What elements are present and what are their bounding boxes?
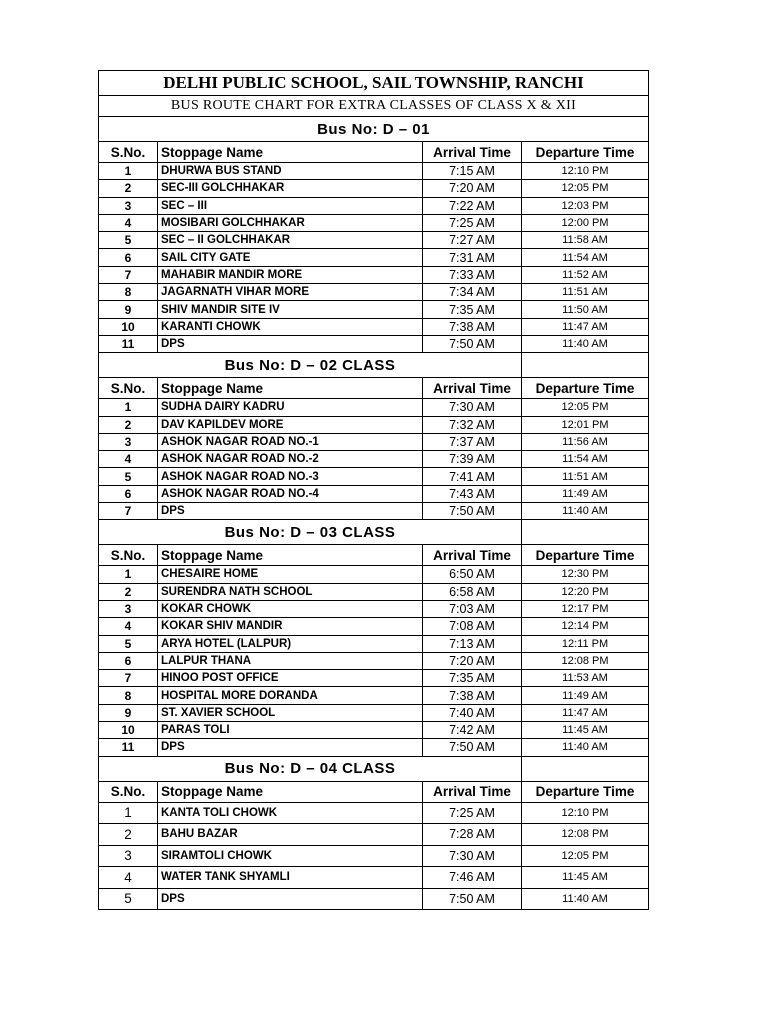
column-header-row <box>99 142 649 163</box>
table-row <box>99 739 649 756</box>
stoppage-name: KOKAR CHOWK <box>158 600 423 617</box>
arrival-time: 7:27 AM <box>423 232 522 249</box>
stoppage-name: DAV KAPILDEV MORE <box>158 416 423 433</box>
table-row <box>99 802 649 824</box>
arrival-time: 7:28 AM <box>423 824 522 846</box>
table-row <box>99 652 649 669</box>
stop-number: 11 <box>99 739 158 756</box>
table-row <box>99 845 649 867</box>
stoppage-name: HINOO POST OFFICE <box>158 670 423 687</box>
stoppage-header: Stoppage Name <box>158 545 423 566</box>
stoppage-name: ST. XAVIER SCHOOL <box>158 704 423 721</box>
table-row <box>99 416 649 433</box>
table-row <box>99 635 649 652</box>
school-title: DELHI PUBLIC SCHOOL, SAIL TOWNSHIP, RANCHI <box>99 71 649 96</box>
arrival-time: 7:39 AM <box>423 451 522 468</box>
arrival-time: 7:38 AM <box>423 318 522 335</box>
stop-number: 3 <box>99 197 158 214</box>
arrival-time: 7:50 AM <box>423 888 522 910</box>
stoppage-header: Stoppage Name <box>158 378 423 399</box>
arrival-time: 7:20 AM <box>423 180 522 197</box>
stop-number: 6 <box>99 249 158 266</box>
departure-time: 12:11 PM <box>522 635 649 652</box>
table-row <box>99 399 649 416</box>
arrival-time: 7:13 AM <box>423 635 522 652</box>
bus-title-blank <box>522 520 649 545</box>
departure-time: 11:47 AM <box>522 704 649 721</box>
departure-time: 11:40 AM <box>522 503 649 520</box>
stoppage-name: PARAS TOLI <box>158 722 423 739</box>
arrival-time: 7:25 AM <box>423 802 522 824</box>
table-row <box>99 583 649 600</box>
stoppage-name: SIRAMTOLI CHOWK <box>158 845 423 867</box>
stop-number: 4 <box>99 618 158 635</box>
stop-number: 7 <box>99 670 158 687</box>
departure-time: 11:56 AM <box>522 433 649 450</box>
departure-time: 12:10 PM <box>522 163 649 180</box>
stop-number: 8 <box>99 687 158 704</box>
arrival-time: 7:50 AM <box>423 503 522 520</box>
departure-time: 12:05 PM <box>522 845 649 867</box>
stoppage-name: KANTA TOLI CHOWK <box>158 802 423 824</box>
chart-subtitle: BUS ROUTE CHART FOR EXTRA CLASSES OF CLASS X & XII <box>99 96 649 117</box>
departure-time: 12:05 PM <box>522 180 649 197</box>
stop-number: 1 <box>99 802 158 824</box>
bus-route-chart <box>98 70 648 910</box>
stoppage-name: ASHOK NAGAR ROAD NO.-4 <box>158 485 423 502</box>
table-row <box>99 318 649 335</box>
stoppage-name: SAIL CITY GATE <box>158 249 423 266</box>
table-row <box>99 433 649 450</box>
stop-number: 3 <box>99 845 158 867</box>
stop-number: 1 <box>99 566 158 583</box>
table-row <box>99 600 649 617</box>
sno-header: S.No. <box>99 378 158 399</box>
departure-header: Departure Time <box>522 781 649 802</box>
arrival-time: 6:50 AM <box>423 566 522 583</box>
stoppage-name: KARANTI CHOWK <box>158 318 423 335</box>
arrival-time: 7:38 AM <box>423 687 522 704</box>
stop-number: 5 <box>99 232 158 249</box>
stop-number: 2 <box>99 180 158 197</box>
stoppage-name: SURENDRA NATH SCHOOL <box>158 583 423 600</box>
arrival-time: 7:46 AM <box>423 867 522 889</box>
stop-number: 4 <box>99 867 158 889</box>
stop-number: 7 <box>99 503 158 520</box>
stoppage-name: ASHOK NAGAR ROAD NO.-2 <box>158 451 423 468</box>
departure-time: 11:49 AM <box>522 687 649 704</box>
departure-time: 11:49 AM <box>522 485 649 502</box>
stop-number: 8 <box>99 284 158 301</box>
departure-time: 11:51 AM <box>522 468 649 485</box>
stop-number: 4 <box>99 214 158 231</box>
table-row <box>99 180 649 197</box>
departure-time: 11:53 AM <box>522 670 649 687</box>
arrival-time: 7:50 AM <box>423 335 522 352</box>
arrival-time: 7:22 AM <box>423 197 522 214</box>
bus-title-blank <box>522 353 649 378</box>
stop-number: 2 <box>99 583 158 600</box>
table-row <box>99 232 649 249</box>
stop-number: 7 <box>99 266 158 283</box>
stoppage-name: DPS <box>158 503 423 520</box>
arrival-header: Arrival Time <box>423 545 522 566</box>
arrival-time: 7:03 AM <box>423 600 522 617</box>
stoppage-name: LALPUR THANA <box>158 652 423 669</box>
departure-time: 11:40 AM <box>522 739 649 756</box>
table-row <box>99 163 649 180</box>
table-row <box>99 503 649 520</box>
departure-header: Departure Time <box>522 378 649 399</box>
arrival-time: 7:25 AM <box>423 214 522 231</box>
table-row <box>99 485 649 502</box>
arrival-time: 7:35 AM <box>423 301 522 318</box>
stoppage-name: MOSIBARI GOLCHHAKAR <box>158 214 423 231</box>
table-row <box>99 618 649 635</box>
stoppage-name: SHIV MANDIR SITE IV <box>158 301 423 318</box>
departure-time: 11:45 AM <box>522 867 649 889</box>
bus-title: Bus No: D – 01 <box>99 117 649 142</box>
bus-title-blank <box>522 756 649 781</box>
stoppage-name: DPS <box>158 739 423 756</box>
departure-time: 12:17 PM <box>522 600 649 617</box>
table-row <box>99 301 649 318</box>
stop-number: 10 <box>99 318 158 335</box>
departure-time: 11:40 AM <box>522 888 649 910</box>
arrival-time: 7:30 AM <box>423 845 522 867</box>
stoppage-name: BAHU BAZAR <box>158 824 423 846</box>
arrival-time: 7:35 AM <box>423 670 522 687</box>
arrival-time: 7:40 AM <box>423 704 522 721</box>
stoppage-name: DPS <box>158 888 423 910</box>
arrival-time: 7:15 AM <box>423 163 522 180</box>
stoppage-name: CHESAIRE HOME <box>158 566 423 583</box>
table-row <box>99 335 649 352</box>
sno-header: S.No. <box>99 781 158 802</box>
bus-title: Bus No: D – 04 CLASS <box>99 756 522 781</box>
table-row <box>99 249 649 266</box>
stop-number: 10 <box>99 722 158 739</box>
table-row <box>99 704 649 721</box>
departure-time: 11:45 AM <box>522 722 649 739</box>
stoppage-name: SEC – III <box>158 197 423 214</box>
table-row <box>99 214 649 231</box>
stoppage-name: MAHABIR MANDIR MORE <box>158 266 423 283</box>
stop-number: 4 <box>99 451 158 468</box>
column-header-row <box>99 378 649 399</box>
stop-number: 3 <box>99 600 158 617</box>
stop-number: 2 <box>99 824 158 846</box>
table-row <box>99 266 649 283</box>
departure-time: 11:50 AM <box>522 301 649 318</box>
arrival-time: 7:43 AM <box>423 485 522 502</box>
arrival-time: 7:08 AM <box>423 618 522 635</box>
table-row <box>99 888 649 910</box>
table-row <box>99 566 649 583</box>
stoppage-name: WATER TANK SHYAMLI <box>158 867 423 889</box>
stop-number: 9 <box>99 301 158 318</box>
table-row <box>99 670 649 687</box>
stoppage-name: ASHOK NAGAR ROAD NO.-1 <box>158 433 423 450</box>
departure-time: 12:14 PM <box>522 618 649 635</box>
departure-time: 11:47 AM <box>522 318 649 335</box>
arrival-time: 6:58 AM <box>423 583 522 600</box>
departure-time: 12:20 PM <box>522 583 649 600</box>
stop-number: 5 <box>99 468 158 485</box>
bus-title-row <box>99 520 649 545</box>
departure-header: Departure Time <box>522 545 649 566</box>
arrival-time: 7:32 AM <box>423 416 522 433</box>
arrival-time: 7:34 AM <box>423 284 522 301</box>
table-row <box>99 687 649 704</box>
stop-number: 1 <box>99 399 158 416</box>
stoppage-name: ARYA HOTEL (LALPUR) <box>158 635 423 652</box>
stoppage-name: ASHOK NAGAR ROAD NO.-3 <box>158 468 423 485</box>
table-row <box>99 197 649 214</box>
departure-time: 11:54 AM <box>522 249 649 266</box>
stop-number: 11 <box>99 335 158 352</box>
stop-number: 9 <box>99 704 158 721</box>
stoppage-name: SUDHA DAIRY KADRU <box>158 399 423 416</box>
departure-time: 12:00 PM <box>522 214 649 231</box>
stop-number: 3 <box>99 433 158 450</box>
arrival-time: 7:20 AM <box>423 652 522 669</box>
stoppage-name: DPS <box>158 335 423 352</box>
departure-time: 11:54 AM <box>522 451 649 468</box>
stop-number: 5 <box>99 635 158 652</box>
route-table <box>98 70 649 910</box>
departure-time: 12:30 PM <box>522 566 649 583</box>
departure-header: Departure Time <box>522 142 649 163</box>
departure-time: 11:40 AM <box>522 335 649 352</box>
stoppage-header: Stoppage Name <box>158 142 423 163</box>
arrival-time: 7:37 AM <box>423 433 522 450</box>
table-row <box>99 824 649 846</box>
arrival-time: 7:33 AM <box>423 266 522 283</box>
arrival-time: 7:50 AM <box>423 739 522 756</box>
stop-number: 5 <box>99 888 158 910</box>
stop-number: 2 <box>99 416 158 433</box>
arrival-time: 7:42 AM <box>423 722 522 739</box>
table-row <box>99 722 649 739</box>
departure-time: 12:05 PM <box>522 399 649 416</box>
table-row <box>99 284 649 301</box>
bus-title-row <box>99 353 649 378</box>
stoppage-name: HOSPITAL MORE DORANDA <box>158 687 423 704</box>
stoppage-name: DHURWA BUS STAND <box>158 163 423 180</box>
bus-title-row <box>99 756 649 781</box>
sno-header: S.No. <box>99 142 158 163</box>
sno-header: S.No. <box>99 545 158 566</box>
arrival-header: Arrival Time <box>423 781 522 802</box>
stop-number: 6 <box>99 652 158 669</box>
bus-title: Bus No: D – 02 CLASS <box>99 353 522 378</box>
departure-time: 12:01 PM <box>522 416 649 433</box>
table-row <box>99 451 649 468</box>
table-row <box>99 867 649 889</box>
arrival-time: 7:31 AM <box>423 249 522 266</box>
departure-time: 11:52 AM <box>522 266 649 283</box>
departure-time: 12:08 PM <box>522 824 649 846</box>
arrival-time: 7:41 AM <box>423 468 522 485</box>
stoppage-name: KOKAR SHIV MANDIR <box>158 618 423 635</box>
departure-time: 12:03 PM <box>522 197 649 214</box>
arrival-time: 7:30 AM <box>423 399 522 416</box>
arrival-header: Arrival Time <box>423 378 522 399</box>
column-header-row <box>99 545 649 566</box>
departure-time: 12:08 PM <box>522 652 649 669</box>
departure-time: 11:51 AM <box>522 284 649 301</box>
stoppage-header: Stoppage Name <box>158 781 423 802</box>
stop-number: 6 <box>99 485 158 502</box>
departure-time: 12:10 PM <box>522 802 649 824</box>
arrival-header: Arrival Time <box>423 142 522 163</box>
column-header-row <box>99 781 649 802</box>
bus-title: Bus No: D – 03 CLASS <box>99 520 522 545</box>
stoppage-name: SEC – II GOLCHHAKAR <box>158 232 423 249</box>
stoppage-name: JAGARNATH VIHAR MORE <box>158 284 423 301</box>
stop-number: 1 <box>99 163 158 180</box>
table-row <box>99 468 649 485</box>
departure-time: 11:58 AM <box>522 232 649 249</box>
stoppage-name: SEC-III GOLCHHAKAR <box>158 180 423 197</box>
